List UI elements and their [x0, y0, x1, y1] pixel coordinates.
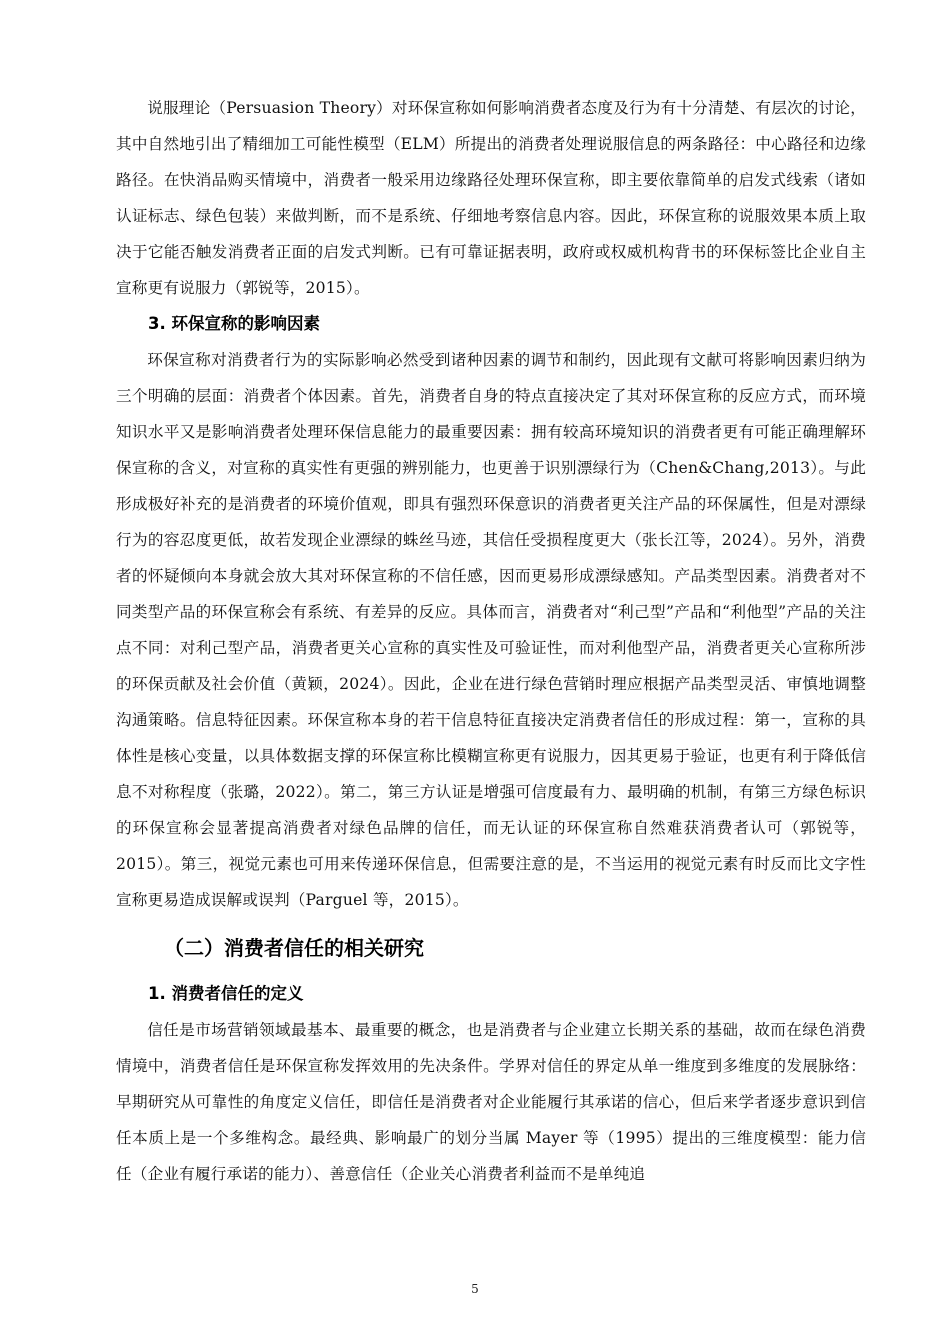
page-content	[116, 90, 866, 1192]
paragraph-trust-definition: 信任是市场营销领域最基本、最重要的概念，也是消费者与企业建立长期关系的基础，故而在绿色消费情境中，消费者信任是环保宣称发挥效用的先决条件。学界对信任的界定从单一维度到多维度的发展脉络：早期研究从可靠性的角度定义信任，即信任是消费者对企业能履行其承诺的信心，但后来学者逐步意识到信任本质上是一个多维构念。最经典、影响最广的划分当属 Mayer 等（1995）提出的三维度模型：能力信任（企业有履行承诺的能力）、善意信任（企业关心消费者利益而不是单纯追	[116, 1021, 866, 1183]
paragraph-influencing-factors: 环保宣称对消费者行为的实际影响必然受到诸种因素的调节和制约，因此现有文献可将影响因素归纳为三个明确的层面：消费者个体因素。首先，消费者自身的特点直接决定了其对环保宣称的反应方式，而环境知识水平又是影响消费者处理环保信息能力的最重要因素：拥有较高环境知识的消费者更有可能正确理解环保宣称的含义，对宣称的真实性有更强的辨别能力，也更善于识别漂绿行为（Chen&Chang,2013）。与此形成极好补充的是消费者的环境价值观，即具有强烈环保意识的消费者更关注产品的环保属性，但是对漂绿行为的容忍度更低，故若发现企业漂绿的蛛丝马迹，其信任受损程度更大（张长江等，2024）。另外，消费者的怀疑倾向本身就会放大其对环保宣称的不信任感，因而更易形成漂绿感知。产品类型因素。消费者对不同类型产品的环保宣称会有系统、有差异的反应。具体而言，消费者对“利己型”产品和“利他型”产品的关注点不同：对利己型产品，消费者更关心宣称的真实性及可验证性，而对利他型产品，消费者更关心宣称所涉的环保贡献及社会价值（黄颖，2024）。因此，企业在进行绿色营销时理应根据产品类型灵活、审慎地调整沟通策略。信息特征因素。环保宣称本身的若干信息特征直接决定消费者信任的形成过程：第一，宣称的具体性是核心变量，以具体数据支撑的环保宣称比模糊宣称更有说服力，因其更易于验证，也更有利于降低信息不对称程度（张璐，2022）。第二，第三方认证是增强可信度最有力、最明确的机制，有第三方绿色标识的环保宣称会显著提高消费者对绿色品牌的信任，而无认证的环保宣称自然难获消费者认可（郭锐等，2015）。第三，视觉元素也可用来传递环保信息，但需要注意的是，不当运用的视觉元素有时反而比文字性宣称更易造成误解或误判（Parguel 等，2015）。	[116, 351, 866, 909]
heading-trust-definition: 1. 消费者信任的定义	[148, 984, 304, 1003]
paragraph-persuasion-theory: 说服理论（Persuasion Theory）对环保宣称如何影响消费者态度及行为有十分清楚、有层次的讨论，其中自然地引出了精细加工可能性模型（ELM）所提出的消费者处理说服信息的两条路径：中心路径和边缘路径。在快消品购买情境中，消费者一般采用边缘路径处理环保宣称，即主要依靠简单的启发式线索（诸如认证标志、绿色包装）来做判断，而不是系统、仔细地考察信息内容。因此，环保宣称的说服效果本质上取决于它能否触发消费者正面的启发式判断。已有可靠证据表明，政府或权威机构背书的环保标签比企业自主宣称更有说服力（郭锐等，2015）。	[116, 99, 866, 297]
heading-influencing-factors: 3. 环保宣称的影响因素	[148, 314, 320, 333]
section-heading-consumer-trust: （二）消费者信任的相关研究	[164, 936, 424, 960]
page-number: 5	[471, 1282, 479, 1296]
